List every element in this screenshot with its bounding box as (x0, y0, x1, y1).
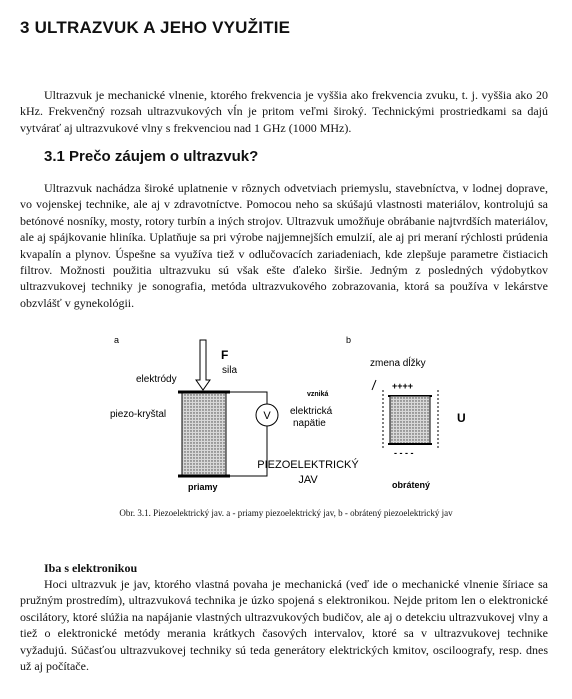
length-change-label: zmena dĺžky (370, 358, 426, 369)
subsection-title: Iba s elektronikou (44, 561, 138, 575)
length-change-pointer (372, 380, 376, 390)
figure-label-a: a (114, 335, 120, 345)
force-label: F (221, 348, 229, 362)
crystal-block-a (182, 392, 226, 476)
chapter-title: 3 ULTRAZVUK A JEHO VYUŽITIE (20, 18, 291, 37)
crystal-label: piezo-kryštal (110, 409, 167, 420)
circuit-wire-top (226, 392, 267, 404)
arises-label: vzniká (307, 391, 329, 398)
figure-label-b: b (346, 335, 352, 345)
electrodes-label: elektródy (136, 374, 177, 385)
voltage-u-label: U (457, 411, 466, 425)
voltage-label-2: napätie (293, 418, 326, 429)
voltage-label-1: elektrická (290, 406, 333, 417)
section-paragraph: Ultrazvuk nachádza široké uplatnenie v rôznych odvetviach priemyslu, stavebníctva, v lodnej doprave, vo vojenskej technike, ale aj v zdravotníctve. Pomocou neho sa skúšajú vlastnosti materiálov, kontrolujú sa betónové nosníky, mosty, rotory turbín a iných strojov. Ultrazvuk umožňuje obrábanie najtvrdších materiálov, ale aj spájkovanie hliníka. Uplatňuje sa pri výrobe najjemnejších emulzií, ale aj pri meraní rýchlosti prúdenia kvapalín a plynov. Úspešne sa využíva tiež v odlučovacích zariadeniach, kde zlepšuje parametre čistiacich filtrov. Možnosti použitia ultrazvuku sú však ešte ďaleko širšie. Jedným z posledných výdobytkov ultrazvukovej techniky je sonografia, metóda ultrazvukového zobrazovania, ktorá sa používa v lekárstve obzvlášť v gynekológii. (20, 181, 548, 310)
force-word: sila (222, 365, 238, 376)
direct-label: priamy (188, 482, 218, 492)
minus-signs: - - - - (394, 448, 414, 458)
section-title: 3.1 Prečo záujem o ultrazvuk? (44, 148, 259, 165)
piezo-figure (100, 334, 480, 496)
subsection-paragraph: Hoci ultrazvuk je jav, ktorého vlastná povaha je mechanická (veď ide o mechanické vlnenie šíriace sa pružným prostredím), ultrazvuková technika je úzko spojená s elektronikou. Nejde pritom len o elektronické oscilátory, ktoré slúžia na napájanie vlastných ultrazvukových budičov, ale aj o detekciu ultrazvukovej vlny a tiež o elektronické metódy merania krátkych časových intervalov, ktoré sa v ultrazvukovej technike vyžadujú. Súčasťou ultrazvukovej techniky sú teda generátory elektrických kmitov, osciloografy, resp. dnes už aj počítače. (20, 577, 548, 674)
figure-caption: Obr. 3.1. Piezoelektrický jav. a - priamy piezoelektrický jav, b - obrátený piezoelektrický jav (119, 508, 453, 518)
voltmeter-label: V (263, 410, 271, 422)
effect-title-2: JAV (298, 474, 318, 486)
plus-signs: ++++ (392, 381, 414, 391)
force-arrow-icon (196, 340, 210, 390)
effect-title-1: PIEZOELEKTRICKÝ (257, 459, 359, 471)
intro-paragraph: Ultrazvuk je mechanické vlnenie, ktorého frekvencia je vyššia ako frekvencia zvuku, t. j. vyššia ako 20 kHz. Frekvenčný rozsah ultrazvukových vĺn je pritom veľmi široký. Technickými prostriedkami sa dajú vytvárať aj ultrazvukové vlny s frekvenciou nad 1 GHz (1000 MHz). (20, 88, 548, 135)
inverse-label: obrátený (392, 480, 431, 490)
crystal-block-b (390, 396, 430, 444)
